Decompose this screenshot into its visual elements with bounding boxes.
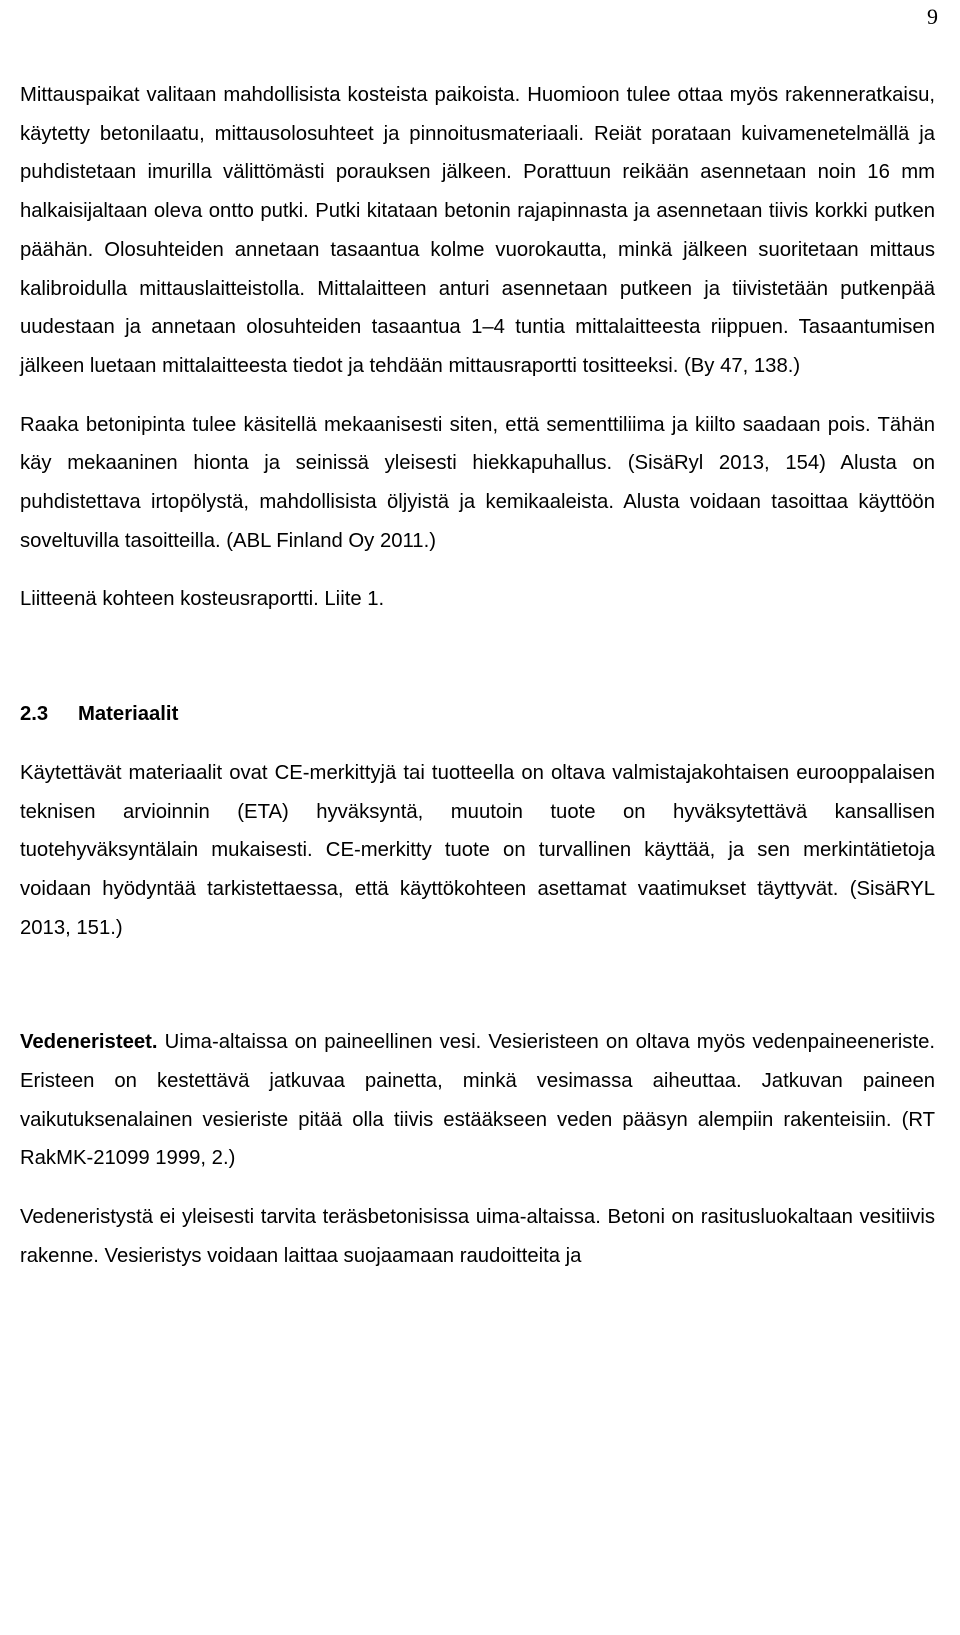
page-number: 9 [927, 4, 938, 29]
section-heading [20, 695, 935, 734]
paragraph-waterproofing-text: Uima-altaissa on paineellinen vesi. Vesieristeen on oltava myös vedenpaineeneriste. Eristeen on kestettävä jatkuvaa painetta, minkä vesimassa aiheuttaa. Jatkuvan paineen vaikutuksenalainen vesieriste pitää olla tiivis estääkseen veden pääsyn alempiin rakenteisiin. (RT RakMK-21099 1999, 2.) [20, 1031, 935, 1170]
paragraph-surface-prep: Raaka betonipinta tulee käsitellä mekaanisesti siten, että sementtiliima ja kiilto saadaan pois. Tähän käy mekaaninen hionta ja seinissä yleisesti hiekkapuhallus. (SisäRyl 2013, 154) Alusta on puhdistettava irtopölystä, mahdollisista öljyistä ja kemikaaleista. Alusta voidaan tasoittaa käyttöön soveltuvilla tasoitteilla. (ABL Finland Oy 2011.) [20, 413, 935, 552]
section-number: 2.3 [20, 703, 49, 726]
paragraph-measurement: Mittauspaikat valitaan mahdollisista kosteista paikoista. Huomioon tulee ottaa myös rakenneratkaisu, käytetty betonilaatu, mittausolosuhteet ja pinnoitusmateriaali. Reiät porataan kuivamenetelmällä ja puhdistetaan imurilla välittömästi porauksen jälkeen. Porattuun reikään asennetaan noin 16 mm halkaisijaltaan oleva ontto putki. Putki kitataan betonin rajapinnasta ja asennetaan tiivis korkki putken päähän. Olosuhteiden annetaan tasaantua kolme vuorokautta, minkä jälkeen suoritetaan mittaus kalibroidulla mittauslaitteistolla. Mittalaitteen anturi asennetaan putkeen ja tiivistetään putkenpää uudestaan ja annetaan olosuhteiden tasaantua 1–4 tuntia mittalaitteesta riippuen. Tasaantumisen jälkeen luetaan mittalaitteesta tiedot ja tehdään mittausraportti tositteeksi. (By 47, 138.) [20, 84, 935, 377]
section-title: Materiaalit [78, 703, 179, 726]
paragraph-waterproofing [20, 1023, 935, 1178]
document-body [20, 76, 935, 1276]
paragraph-materials: Käytettävät materiaalit ovat CE-merkittyjä tai tuotteella on oltava valmistajakohtaisen eurooppalaisen teknisen arvioinnin (ETA) hyväksyntä, muutoin tuote on hyväksytettävä kansallisen tuotehyväksyntälain mukaisesti. CE-merkitty tuote on turvallinen käyttää, ja sen merkintätietoja voidaan hyödyntää tarkistettaessa, että käyttökohteen asettamat vaatimukset täyttyvät. (SisäRYL 2013, 151.) [20, 761, 935, 939]
paragraph-waterproofing-concrete: Vedeneristystä ei yleisesti tarvita teräsbetonisissa uima-altaissa. Betoni on rasitusluokaltaan vesitiivis rakenne. Vesieristys voidaan laittaa suojaamaan raudoitteita ja [20, 1206, 935, 1267]
paragraph-lead-term: Vedeneristeet. [20, 1031, 158, 1054]
paragraph-attachment: Liitteenä kohteen kosteusraportti. Liite 1. [20, 588, 385, 611]
